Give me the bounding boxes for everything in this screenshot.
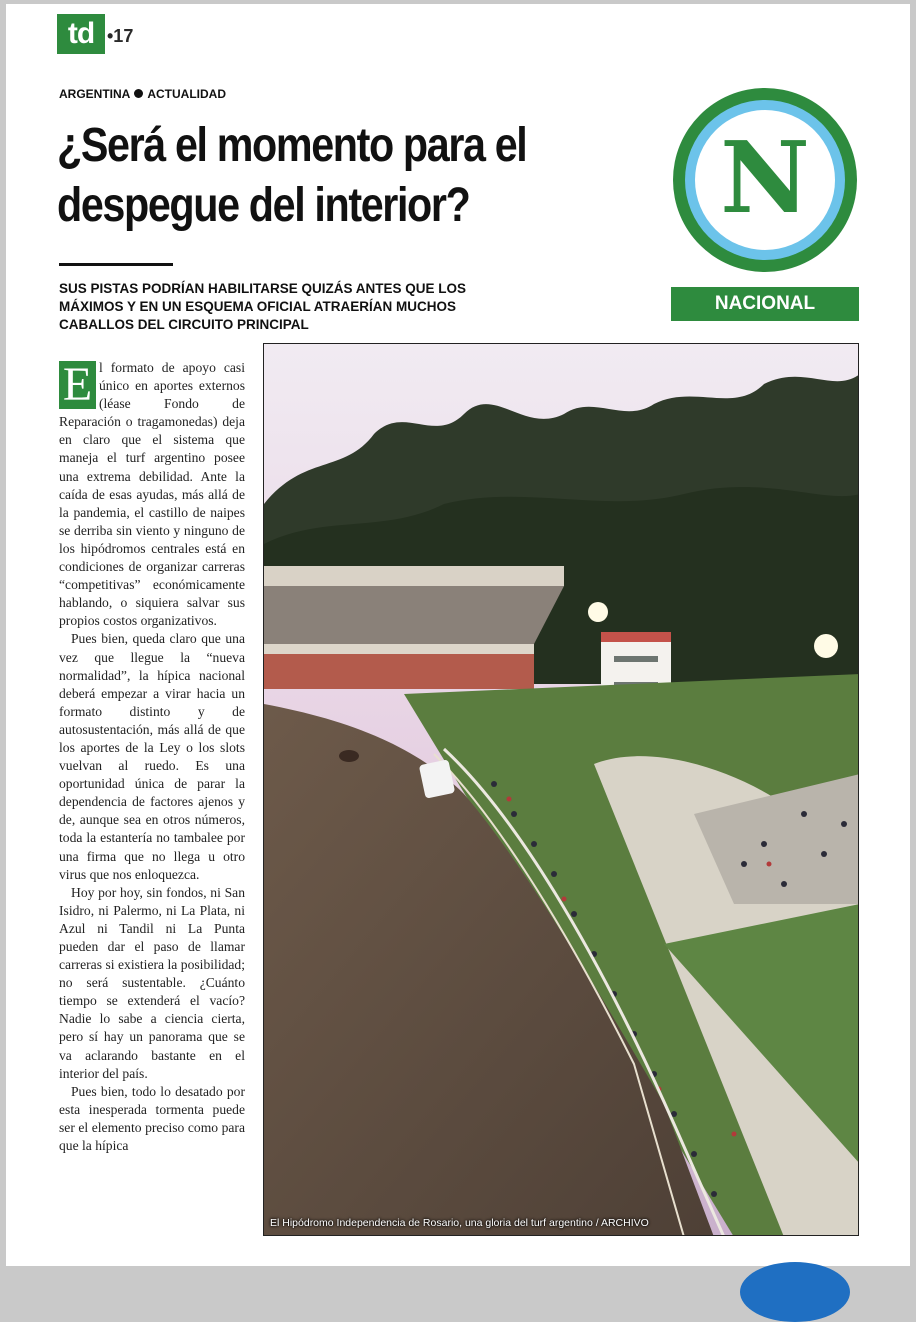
badge-letter: N <box>720 121 810 236</box>
nacional-badge-logo <box>673 88 857 272</box>
section-tag: ACTUALIDAD <box>147 87 226 101</box>
racecourse-illustration <box>264 344 859 1236</box>
article-subhead: SUS PISTAS PODRÍAN HABILITARSE QUIZÁS ANTES QUE LOS MÁXIMOS Y EN UN ESQUEMA OFICIAL ATRAERÍAN MUCHOS CABALLOS DEL CIRCUITO PRINCIPAL <box>59 281 467 332</box>
section-label <box>59 87 226 101</box>
drop-cap: E <box>59 361 96 409</box>
racecourse-photo <box>263 343 859 1236</box>
magazine-page <box>6 4 910 1266</box>
body-paragraph-2: Pues bien, queda claro que una vez que llegue la “nueva normalidad”, la hípica nacional deberá empezar a virar hacia un formato distinto y de autosustentación, más allá de que los aportes de la Ley o los slots vuelvan al ruedo. Es una oportunidad única de parar la dependencia de factores ajenos y de, aunque sea en otros números, toda la estantería no tambalee por una firma que no llega u otro virus que nos enloquezca. <box>59 631 245 882</box>
magazine-logo: td <box>57 14 105 54</box>
photo-caption: El Hipódromo Independencia de Rosario, una gloria del turf argentino / ARCHIVO <box>270 1217 649 1229</box>
body-paragraph-3: Hoy por hoy, sin fondos, ni San Isidro, ni Palermo, ni La Plata, ni Azul ni Tandil ni La Punta pueden dar el paso de llamar carreras si existiera la posibilidad; no será sustentable. ¿Cuánto tiempo se extenderá el vacío? Nadie lo sabe a ciencia cierta, pero sí hay un panorama que se va aclarando bastante en el interior del país. <box>59 884 245 1081</box>
article-body <box>59 359 245 1155</box>
next-page-circle <box>740 1262 850 1322</box>
section-country: ARGENTINA <box>59 87 131 101</box>
bullet-dot-icon <box>134 89 143 98</box>
nacional-label: NACIONAL <box>671 287 859 321</box>
paragraph-text: l formato de apoyo casi único en aportes externos (léase Fondo de Reparación o tragamonedas) deja en claro que el sistema que maneja el turf argentino posee una extrema debilidad. Ante la caída de esas ayudas, más allá de la pandemia, el castillo de naipes se derriba sin viento y ninguno de los hipódromos centrales está en condiciones de organizar carreras “competitivas” económicamente hablando, o siquiera salvar sus propios costos organizativos. <box>59 360 245 629</box>
body-paragraph-4: Pues bien, todo lo desatado por esta inesperada tormenta puede ser el elemento preciso como para que la hípica <box>59 1083 245 1154</box>
headline-divider <box>59 263 173 266</box>
page-number: •17 <box>107 26 134 46</box>
body-paragraph-1 <box>59 359 245 630</box>
article-headline: ¿Será el momento para el despegue del interior? <box>57 119 527 232</box>
badge-inner-circle <box>695 110 835 250</box>
